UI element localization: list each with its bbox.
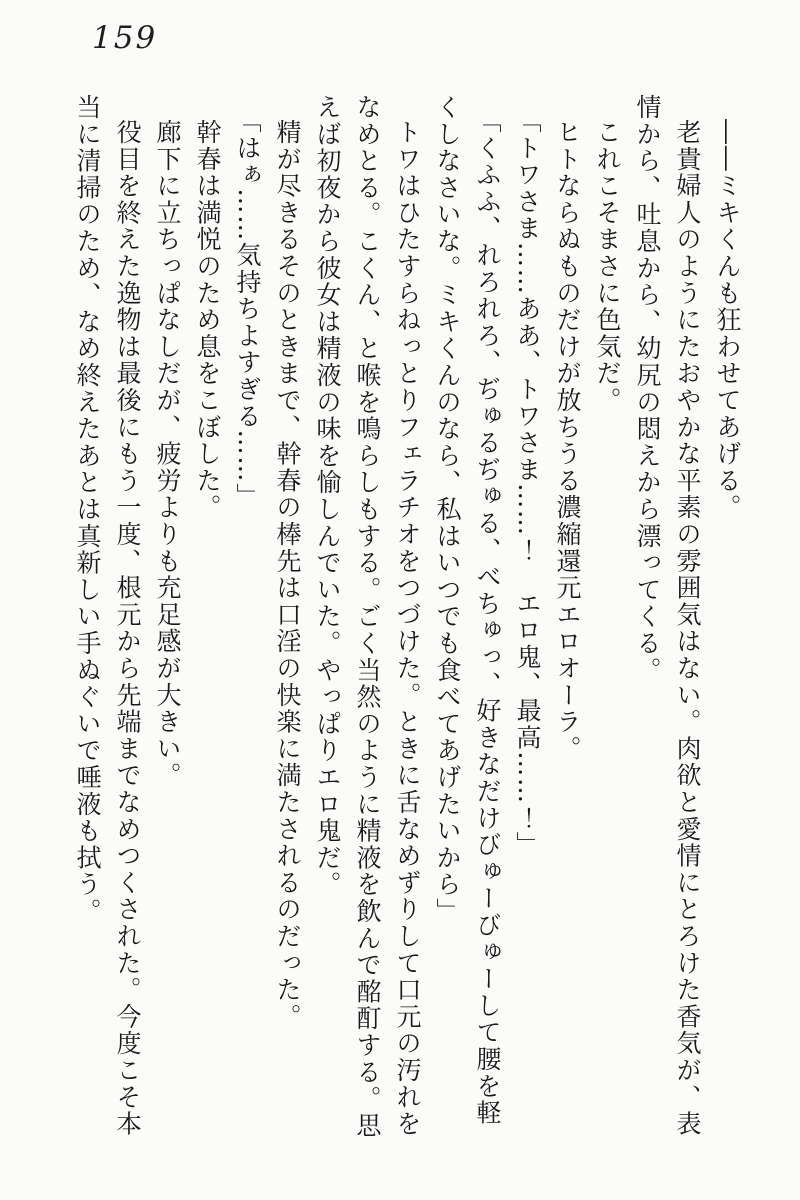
dialogue-paragraph: 「くふふ、れろれろ、ぢゅるぢゅる、べちゅっ、好きなだけびゅーびゅーして腰を軽くしなさいな。ミキくんのなら、私はいつでも食べてあげたいから」 xyxy=(433,94,502,1127)
narration-paragraph: 役目を終えた逸物は最後にもう一度、根元から先端までなめつくされた。今度こそ本当に清掃のため、なめ終えたあとは真新しい手ぬぐいで唾液も拭う。 xyxy=(73,94,142,1138)
dialogue-paragraph: 「トワさま……ああ、トワさま……！ エロ鬼、最高……！」 xyxy=(513,107,542,859)
narration-paragraph: 幹春は満悦のため息をこぼした。 xyxy=(193,119,222,521)
narration-paragraph: ヒトならぬものだけが放ちうる濃縮還元エロオーラ。 xyxy=(553,119,582,763)
narration-paragraph: 老貴婦人のようにたおやかな平素の雰囲気はない。肉欲と愛情にとろけた香気が、表情から、吐息から、幼尻の悶えから漂ってくる。 xyxy=(633,94,702,1138)
vertical-text-block xyxy=(67,94,747,1142)
narration-paragraph: ――ミキくんも狂わせてあげる。 xyxy=(713,119,742,521)
narration-paragraph: 廊下に立ちっぱなしだが、疲労よりも充足感が大きい。 xyxy=(153,119,182,789)
narration-paragraph: トワはひたすらねっとりフェラチオをつづけた。ときに舌なめずりして口元の汚れをなめとる。こくん、と喉を鳴らしもする。ごく当然のように精液を飲んで酩酊する。思えば初夜から彼女は精液の味を愉しんでいた。やっぱりエロ鬼だ。 xyxy=(313,94,422,1140)
narration-paragraph: これこそまさに色気だ。 xyxy=(593,119,622,414)
dialogue-paragraph: 「はぁ……気持ちよすぎる……」 xyxy=(233,107,262,510)
narration-paragraph: 精が尽きるそのときまで、幹春の棒先は口淫の快楽に満たされるのだった。 xyxy=(273,119,302,1031)
page-number: 159 xyxy=(92,20,158,56)
